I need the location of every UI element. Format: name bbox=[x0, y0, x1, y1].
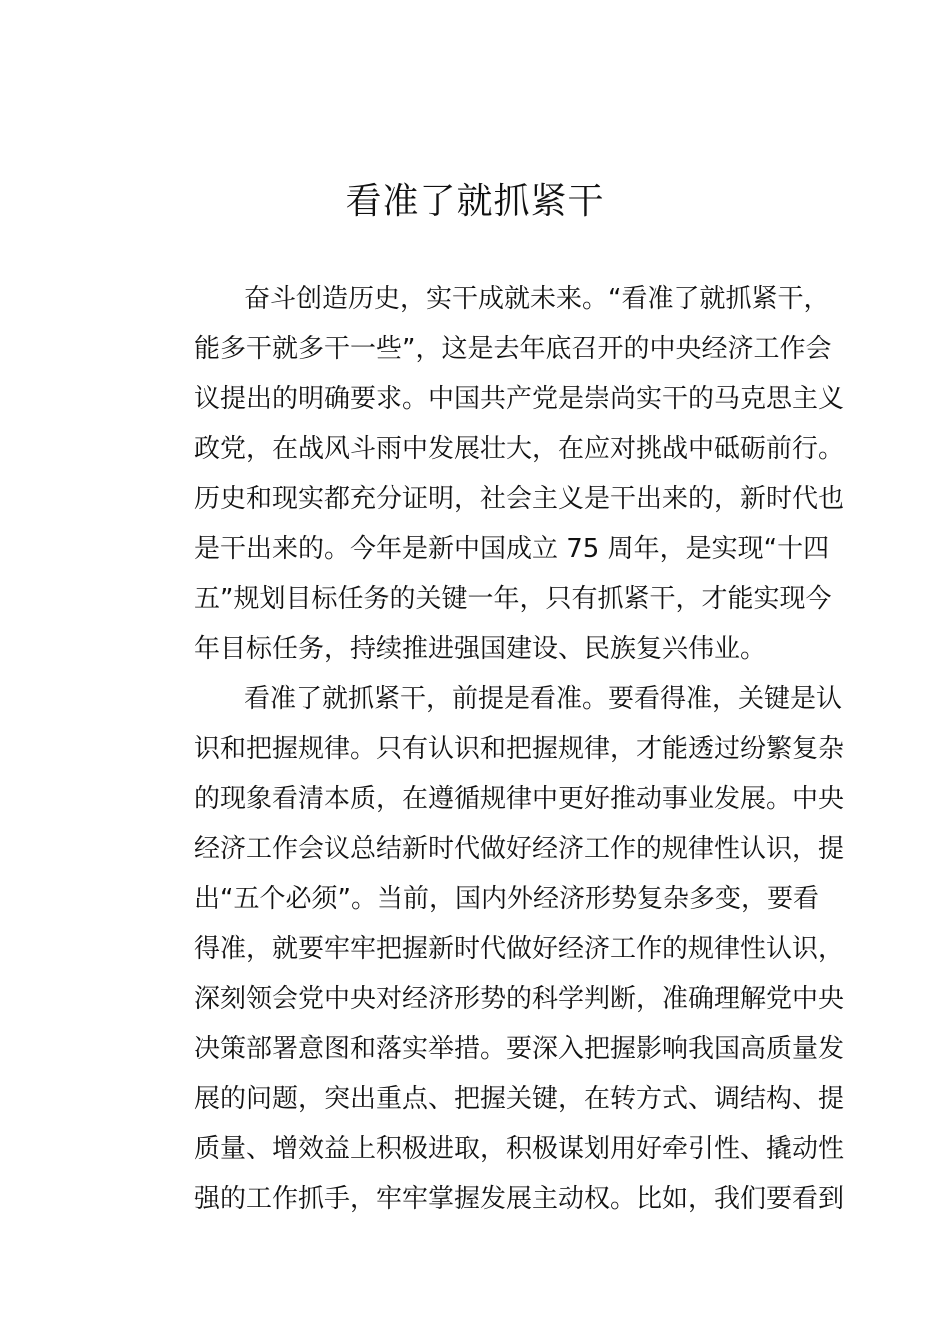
paragraph-line: 政党，在战风斗雨中发展壮大，在应对挑战中砥砺前行。 bbox=[194, 434, 845, 464]
paragraph-line: 深刻领会党中央对经济形势的科学判断，准确理解党中央 bbox=[194, 984, 845, 1014]
paragraph-line: 识和把握规律。只有认识和把握规律，才能透过纷繁复杂 bbox=[194, 734, 845, 764]
paragraph-line: 得准，就要牢牢把握新时代做好经济工作的规律性认识， bbox=[194, 934, 845, 964]
paragraph-line: 议提出的明确要求。中国共产党是崇尚实干的马克思主义 bbox=[194, 384, 845, 414]
paragraph-line: 是干出来的。今年是新中国成立 75 周年，是实现“十四 bbox=[194, 534, 830, 564]
paragraph-line: 年目标任务，持续推进强国建设、民族复兴伟业。 bbox=[194, 634, 767, 664]
paragraph-line: 展的问题，突出重点、把握关键，在转方式、调结构、提 bbox=[194, 1084, 845, 1114]
paragraph-line: 决策部署意图和落实举措。要深入把握影响我国高质量发 bbox=[194, 1034, 845, 1064]
paragraph-line: 历史和现实都充分证明，社会主义是干出来的，新时代也 bbox=[194, 484, 845, 514]
document-title: 看准了就抓紧干 bbox=[345, 181, 605, 222]
paragraph-line: 看准了就抓紧干，前提是看准。要看得准，关键是认 bbox=[244, 684, 843, 714]
paragraph-line: 奋斗创造历史，实干成就未来。“看准了就抓紧干， bbox=[244, 284, 830, 314]
paragraph-1 bbox=[144, 274, 845, 674]
paragraph-2 bbox=[144, 674, 845, 1224]
paragraph-line: 五”规划目标任务的关键一年，只有抓紧干，才能实现今 bbox=[194, 584, 832, 614]
paragraph-line: 的现象看清本质，在遵循规律中更好推动事业发展。中央 bbox=[194, 784, 845, 814]
document-body bbox=[144, 274, 845, 1224]
paragraph-line: 出“五个必须”。当前，国内外经济形势复杂多变，要看 bbox=[194, 884, 819, 914]
paragraph-line: 能多干就多干一些”，这是去年底召开的中央经济工作会 bbox=[194, 334, 832, 364]
paragraph-line: 强的工作抓手，牢牢掌握发展主动权。比如，我们要看到 bbox=[194, 1184, 845, 1214]
paragraph-line: 质量、增效益上积极进取，积极谋划用好牵引性、撬动性 bbox=[194, 1134, 845, 1164]
paragraph-line: 经济工作会议总结新时代做好经济工作的规律性认识，提 bbox=[194, 834, 845, 864]
